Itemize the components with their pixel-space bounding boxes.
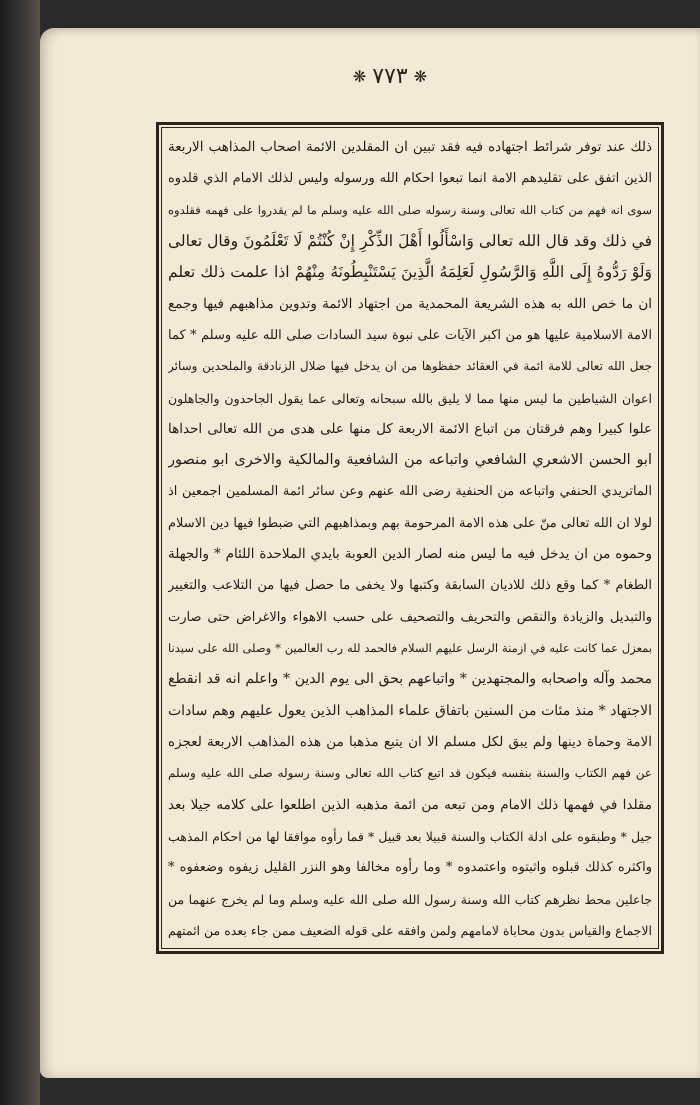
text-body <box>168 133 652 945</box>
scan-background <box>0 0 40 1105</box>
text-line: الامة وحماة دينها ولم يبق لكل مسلم الا ان يتبع مذهبا من هذه المذاهب الاربعة لعجزه <box>168 733 652 750</box>
text-line: وَلَوْ رَدُّوهُ إِلَى اللَّهِ وَالرَّسُولِ لَعَلِمَهُ الَّذِينَ يَسْتَنْبِطُونَهُ مِنْهُمْ اذا علمت ذلك تعلم <box>168 263 652 282</box>
text-line: ذلك عند توفر شرائط اجتهاده فيه فقد تبين ان المقلدين الائمة اصحاب المذاهب الاربعة <box>168 139 652 155</box>
text-line: جاعلين محط نظرهم كتاب الله وسنة رسول الله صلى الله عليه وسلم وما لم يخرج عنهما من <box>168 891 652 907</box>
text-line: بمعزل عما كانت عليه في ازمنة الرسل عليهم السلام فالحمد لله رب العالمين * وصلى الله على سيدنا <box>168 641 652 655</box>
text-line: وحموه من ان يدخل فيه ما ليس منه لصار الدين العوبة بايدي الملاحدة اللئام * والجهلة <box>168 546 652 563</box>
ornament-right: ❋ <box>413 66 428 86</box>
text-line: مقلدا في فهمها ذلك الامام ومن تبعه من ائمة مذهبه الذين اطلعوا على كلامه جيلا بعد <box>168 796 652 813</box>
text-line: جعل الله تعالى للامة ائمة في العقائد حفظوها من ان يدخل فيها ضلال الزنادقة والملحدين وسائر <box>168 359 652 374</box>
text-line: واكثره كذلك قبلوه واثبتوه واعتمدوه * وما رأوه مخالفا وهو النزر القليل زيفوه وضعفوه * <box>168 860 652 876</box>
text-line: الاجتهاد * منذ مئات من السنين باتفاق علماء المذاهب الذين يعول عليهم وهم سادات <box>168 702 652 719</box>
page-number: ٧٧٣ <box>372 63 408 89</box>
text-line: اعوان الشياطين ما ليس منها مما لا يليق بالله سبحانه وتعالى عما يقول الجاحدون والجاهلون <box>168 390 652 406</box>
text-line: والتبديل والزيادة والنقص والتحريف والتصحيف على حسب الاهواء والاغراض حتى صارت <box>168 609 652 625</box>
ornament-left: ❋ <box>352 66 367 86</box>
text-line: محمد وآله واصحابه والمجتهدين * واتباعهم بحق الى يوم الدين * واعلم انه قد انقطع <box>168 671 652 688</box>
text-line: جيل * وطبقوه على ادلة الكتاب والسنة قبيلا بعد قبيل * فما رأوه موافقا لها من احكام المذهب <box>168 828 652 844</box>
text-line: ان ما خص الله به هذه الشريعة المحمدية من اجتهاد الائمة وتدوين مذاهبهم فيها وجمع <box>168 295 652 312</box>
text-line: ابو الحسن الاشعري الشافعي واتباعه من الشافعية والمالكية والاخرى ابو منصور <box>168 452 652 469</box>
text-line: سوى انه فهم من كتاب الله تعالى وسنة رسوله صلى الله عليه وسلم ما لم يقدروا على فهمه فقلدوه <box>168 202 652 217</box>
text-line: في ذلك وقد قال الله تعالى وَاسْأَلُوا أَهْلَ الذِّكْرِ إِنْ كُنْتُمْ لَا تَعْلَمُونَ وقال تعالى <box>168 231 652 250</box>
text-line: الماتريدي الحنفي واتباعه من الحنفية رضى الله عنهم وعن سائر ائمة المسلمين اجمعين اذ <box>168 484 652 500</box>
text-line: الاجماع والقياس بدون محاباة لامامهم ولمن وافقه على قوله الضعيف ممن جاء بعده من ائمتهم <box>168 922 652 938</box>
text-line: الذين اتفق على تقليدهم الامة انما تبعوا احكام الله ورسوله وليس لذلك الامام الذي قلدوه <box>168 171 652 187</box>
text-line: الطغام * كما وقع ذلك للاديان السابقة وكتبها ولا يخفى ما حصل فيها من التلاعب والتغيير <box>168 578 652 594</box>
text-line: لولا ان الله تعالى منّ على هذه الامة المرحومة بهم وبمذاهبهم التي ضبطوا فيها دين الاسلام <box>168 515 652 531</box>
text-line: عن فهم الكتاب والسنة بنفسه فيكون قد اتبع كتاب الله تعالى وسنة رسوله صلى الله عليه وسلم <box>168 766 652 781</box>
text-line: علوا كبيرا وهم فرقتان من اتباع الائمة الاربعة كل منها على هدى من الله تعالى احداها <box>168 420 652 437</box>
text-line: الامة الاسلامية عليها هو من اكبر الآيات على نبوة سيد السادات صلى الله عليه وسلم * كما <box>168 327 652 343</box>
page-number-header <box>330 62 450 90</box>
